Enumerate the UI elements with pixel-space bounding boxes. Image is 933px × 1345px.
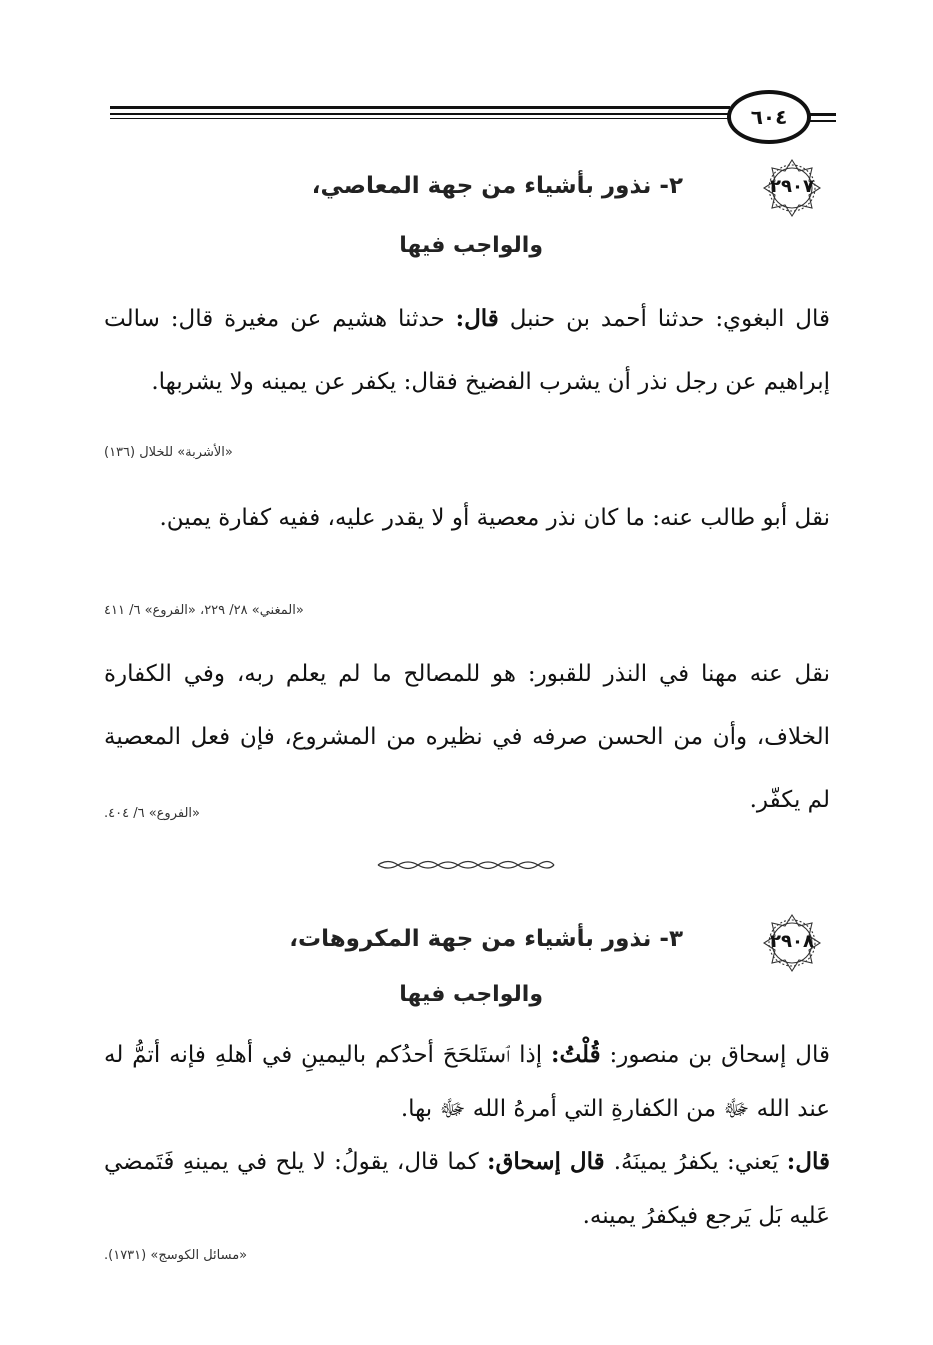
- source-citation: «المغني» ٢٨/ ٢٢٩، «الفروع» ٦/ ٤١١: [104, 603, 304, 618]
- header-tail-lower: [810, 120, 836, 122]
- page-number: ٦٠٤: [727, 90, 811, 144]
- entry-number: ٢٩٠٨: [770, 931, 814, 952]
- section-heading: ٢- نذور بأشياء من جهة المعاصي،: [311, 173, 683, 199]
- paragraph: قال إسحاق بن منصور: قُلْتُ: إذا ٱستَلحَحَ أحدُكم باليمينِ في أهلهِ فإنه أتمُّ له عند الله ﷻ من الكفارةِ التي أمرهُ الله ﷻ بها.: [104, 1041, 830, 1122]
- ornament-divider: [376, 858, 556, 872]
- header-rule: [110, 106, 730, 120]
- entry-number: ٢٩٠٧: [770, 176, 814, 197]
- section-subheading: والواجب فيها: [399, 233, 543, 258]
- section-heading: ٣- نذور بأشياء من جهة المكروهات،: [289, 926, 683, 952]
- header-tail: [810, 113, 836, 116]
- paragraph: قال: يَعني: يكفرُ يمينَهُ. قال إسحاق: كما قال، يقولُ: لا يلح في يمينهِ فَتَمضي عَليه بَل يَرجع فيكفرُ يمينه.: [104, 1148, 830, 1229]
- source-citation: «الأشربة» للخلال (١٣٦): [104, 445, 233, 460]
- source-citation: «الفروع» ٦/ ٤٠٤.: [104, 806, 200, 821]
- entry-number-badge: [761, 912, 823, 974]
- section-subheading: والواجب فيها: [399, 982, 543, 1007]
- paragraph: نقل عنه مهنا في النذر للقبور: هو للمصالح ما لم يعلم ربه، وفي الكفارة الخلاف، وأن من الحسن صرفه في نظيره من المشروع، فإن فعل المعصية لم يكفّر.: [104, 661, 830, 813]
- paragraph: قال البغوي: حدثنا أحمد بن حنبل قال: حدثنا هشيم عن مغيرة قال: سالت إبراهيم عن رجل نذر أن يشرب الفضيخ فقال: يكفر عن يمينه ولا يشربها.: [104, 305, 830, 395]
- entry-number-badge: [761, 157, 823, 219]
- paragraph: نقل أبو طالب عنه: ما كان نذر معصية أو لا يقدر عليه، ففيه كفارة يمين.: [159, 505, 830, 531]
- source-citation: «مسائل الكوسج» (١٧٣١).: [104, 1248, 248, 1263]
